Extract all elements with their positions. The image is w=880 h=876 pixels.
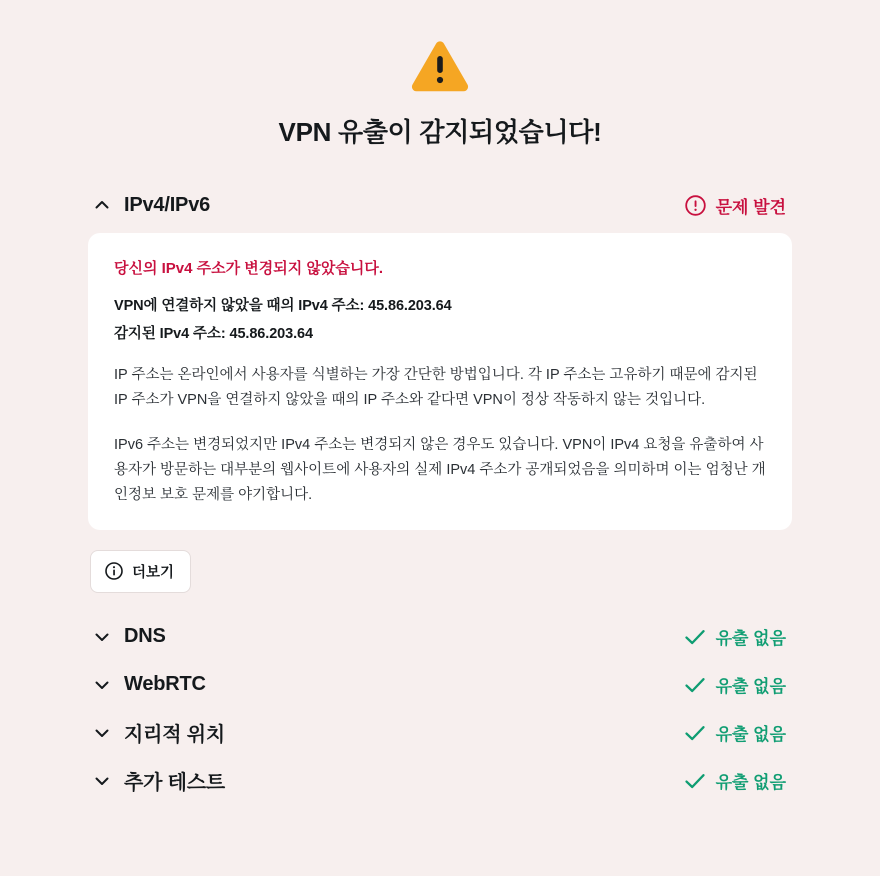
check-icon — [684, 724, 706, 742]
info-circle-icon — [105, 562, 123, 580]
status-badge — [684, 672, 786, 697]
section-header-left — [94, 718, 225, 747]
section-header-webrtc[interactable] — [88, 661, 792, 709]
section-header-left — [94, 625, 166, 648]
status-label: 유출 없음 — [715, 725, 786, 745]
chevron-down-icon[interactable] — [94, 629, 110, 645]
more-button-wrap — [88, 550, 792, 593]
status-badge — [685, 193, 786, 218]
status-badge — [684, 720, 786, 745]
page-title: VPN 유출이 감지되었습니다! — [278, 117, 602, 147]
chevron-down-icon[interactable] — [94, 725, 110, 741]
chevron-down-icon[interactable] — [94, 677, 110, 693]
status-label: 유출 없음 — [715, 677, 786, 697]
check-icon — [684, 772, 706, 790]
section-title: WebRTC — [124, 673, 206, 696]
section-header-ipv4-ipv6[interactable] — [88, 183, 792, 227]
status-label: 유출 없음 — [715, 773, 786, 793]
warning-triangle-icon — [411, 40, 469, 92]
detail-detected-address: 감지된 IPv4 주소: 45.86.203.64 — [114, 326, 313, 342]
detail-no-vpn-address: VPN에 연결하지 않았을 때의 IPv4 주소: 45.86.203.64 — [114, 298, 452, 314]
status-badge — [684, 624, 786, 649]
collapsed-sections-list — [88, 613, 792, 805]
detail-alert-text: 당신의 IPv4 주소가 변경되지 않았습니다. — [114, 260, 384, 277]
chevron-down-icon[interactable] — [94, 773, 110, 789]
section-title: 추가 테스트 — [124, 772, 225, 795]
status-label: 문제 발견 — [715, 197, 786, 217]
section-header-geolocation[interactable] — [88, 709, 792, 757]
status-label: 유출 없음 — [715, 629, 786, 649]
section-title: DNS — [124, 625, 166, 648]
detail-paragraph-2: IPv6 주소는 변경되었지만 IPv4 주소는 변경되지 않은 경우도 있습니다. VPN이 IPv4 요청을 유출하여 사용자가 방문하는 대부분의 웹사이트에 사용자의 실제 IPv4 주소가 공개되었음을 의미하며 이는 엄청난 개인정보 보호 문제를 야기합니다. — [114, 436, 766, 503]
section-header-additional-tests[interactable] — [88, 757, 792, 805]
warning-icon-wrap — [88, 0, 792, 92]
status-badge — [684, 768, 786, 793]
check-icon — [684, 628, 706, 646]
section-header-left — [94, 673, 206, 696]
alert-circle-icon — [685, 195, 706, 216]
chevron-up-icon[interactable] — [94, 197, 110, 213]
more-info-label: 더보기 — [132, 564, 175, 581]
section-header-left — [94, 194, 210, 217]
ipv4-detail-card — [88, 233, 792, 530]
section-title: IPv4/IPv6 — [124, 193, 211, 216]
section-header-left — [94, 766, 225, 795]
section-title: 지리적 위치 — [124, 724, 225, 747]
section-header-dns[interactable] — [88, 613, 792, 661]
more-info-button[interactable] — [90, 550, 191, 593]
check-icon — [684, 676, 706, 694]
detail-paragraph-1: IP 주소는 온라인에서 사용자를 식별하는 가장 간단한 방법입니다. 각 IP 주소는 고유하기 때문에 감지된 IP 주소가 VPN을 연결하지 않았을 때의 IP 주소와 같다면 VPN이 정상 작동하지 않는 것입니다. — [114, 367, 758, 408]
